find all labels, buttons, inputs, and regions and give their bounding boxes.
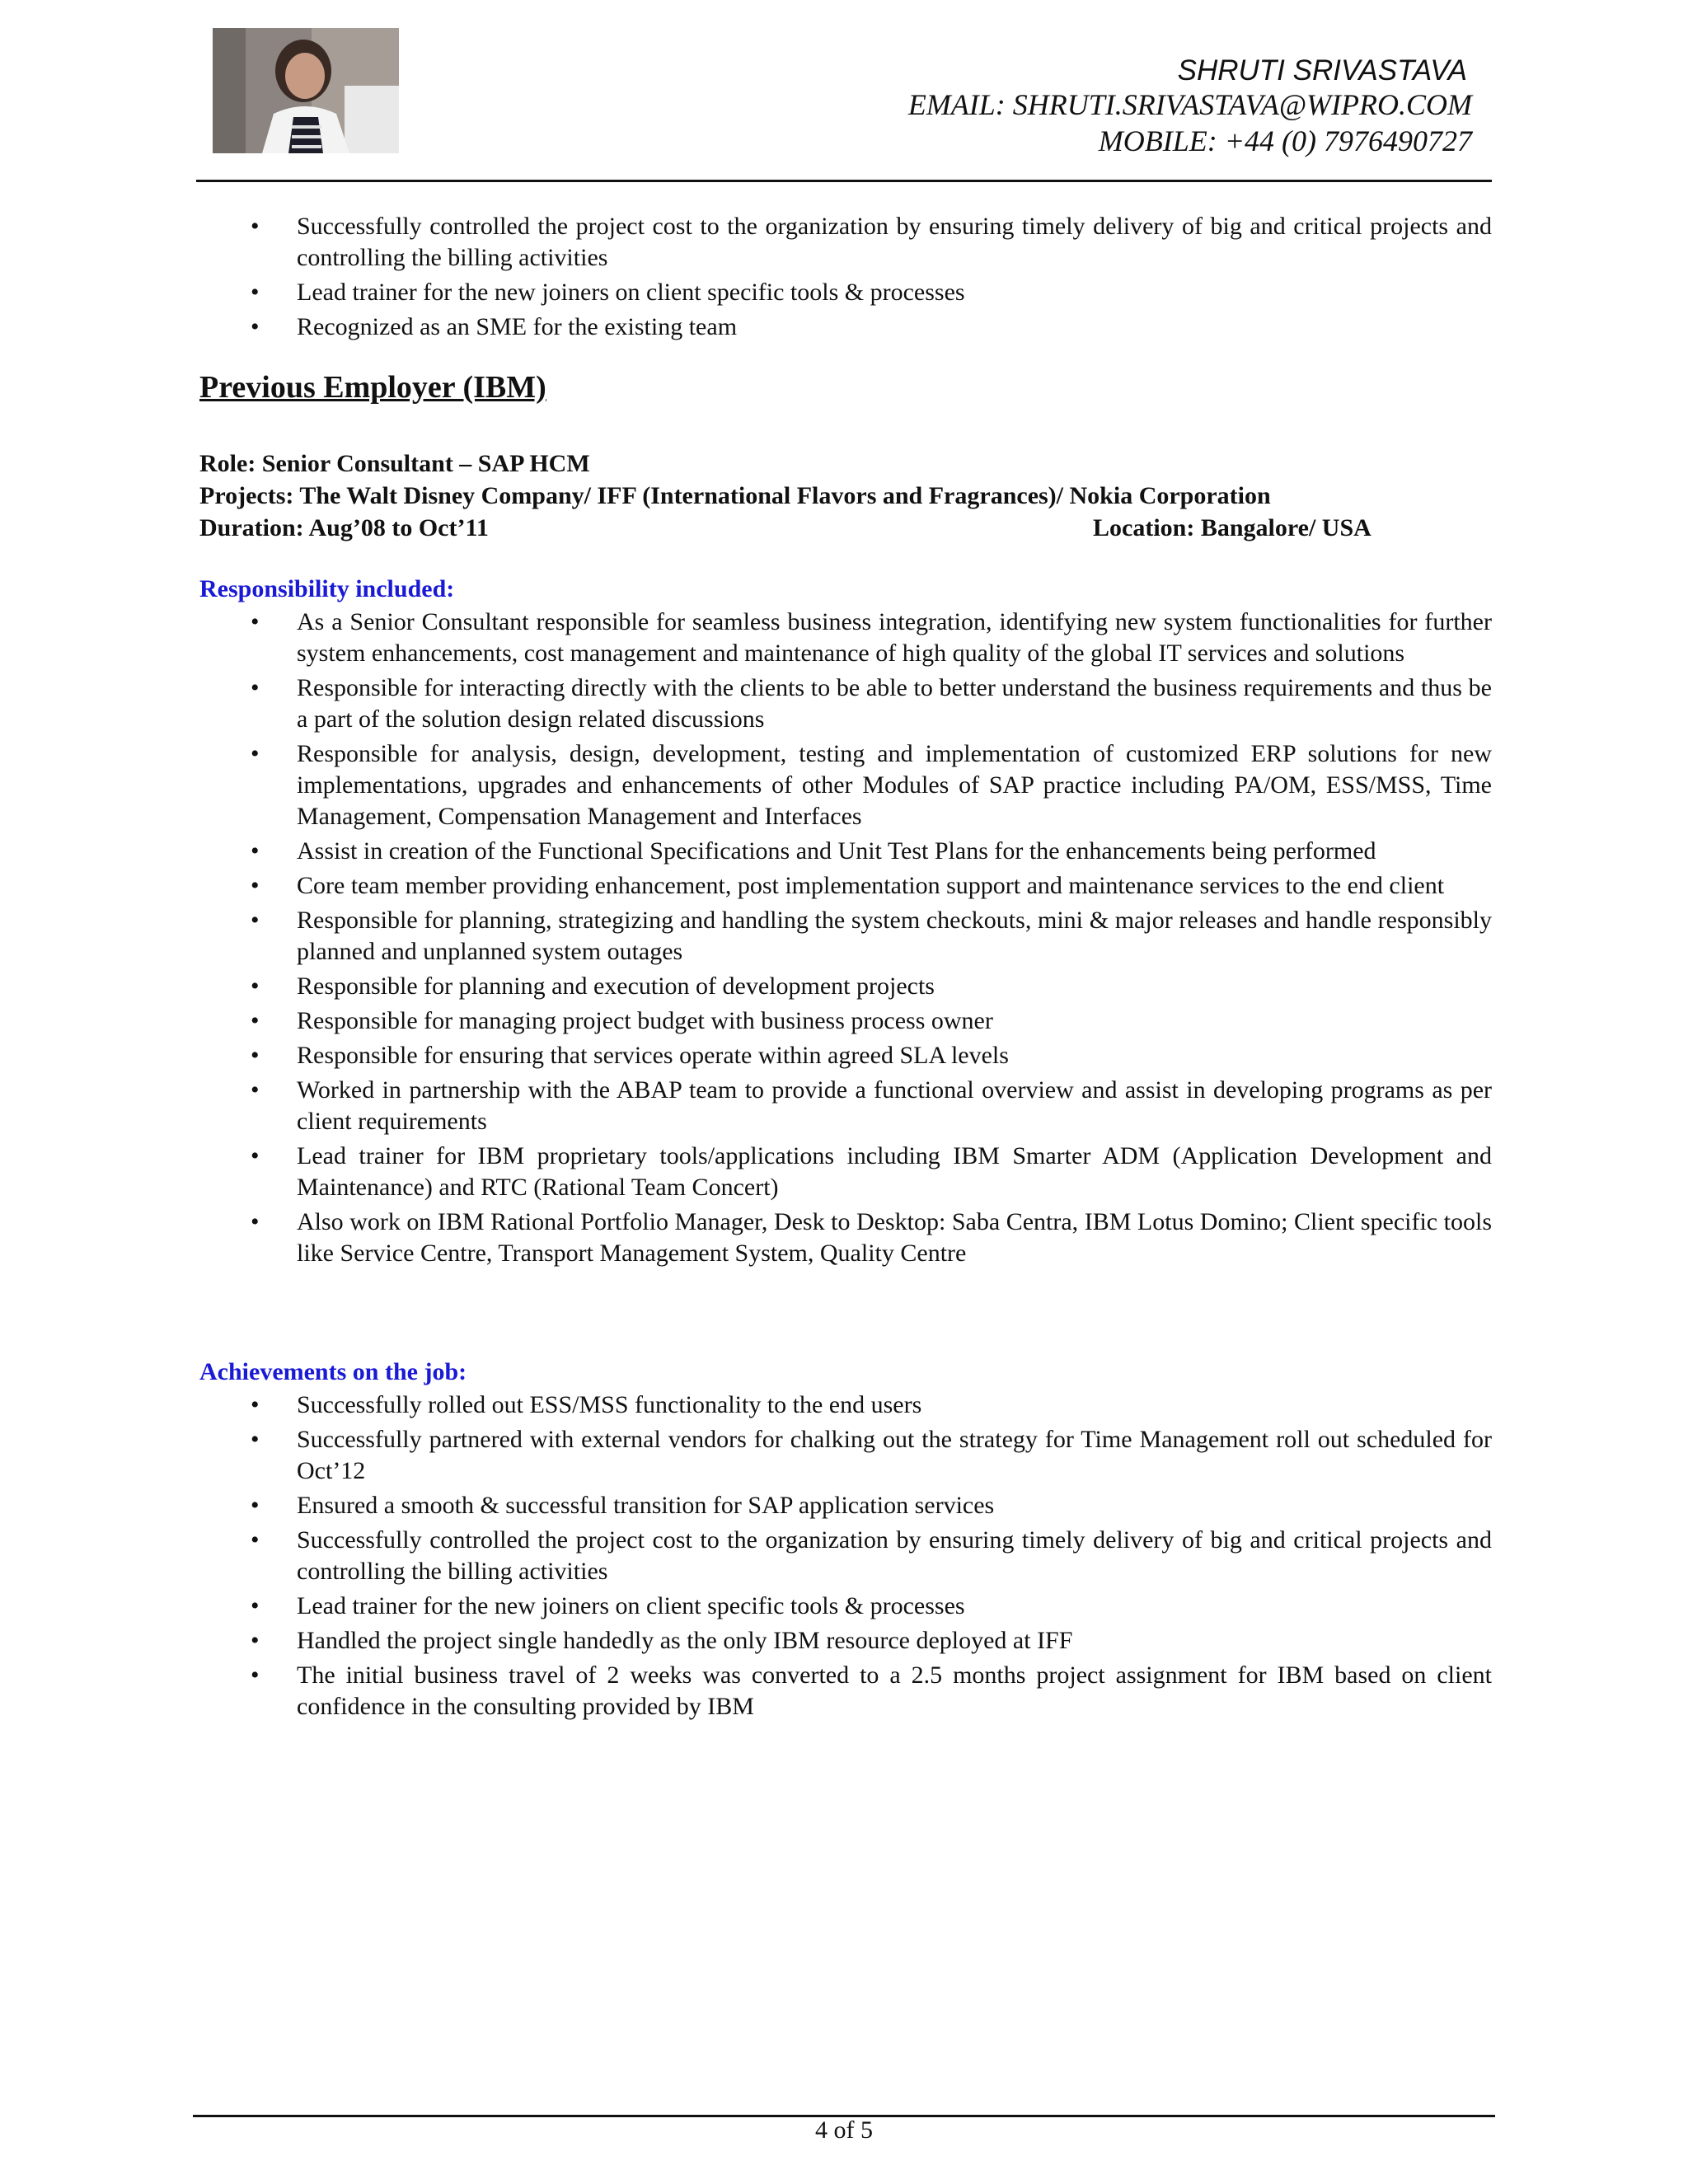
list-item: • Also work on IBM Rational Portfolio Manager, Desk to Desktop: Saba Centra, IBM Lotus Domino; Client specific tools like Service Centre, Transport Management System, Quality Centre [297,1207,1492,1269]
list-item: • Lead trainer for IBM proprietary tools/applications including IBM Smarter ADM (Application Development and Maintenance) and RTC (Rational Team Concert) [297,1141,1492,1203]
list-item: • Successfully rolled out ESS/MSS functionality to the end users [297,1390,1492,1421]
responsibilities-heading: Responsibility included: [199,575,455,602]
projects-line: Projects: The Walt Disney Company/ IFF (International Flavors and Fragrances)/ Nokia Corporation [199,482,1271,509]
list-item: • Responsible for analysis, design, development, testing and implementation of customized ERP solutions for new implementations, upgrades and enhancements of other Modules of SAP practice including PA/OM, ESS/MSS, Time Management, Compensation Management and Interfaces [297,738,1492,832]
list-item: • Responsible for ensuring that services operate within agreed SLA levels [297,1040,1492,1071]
role-line: Role: Senior Consultant – SAP HCM [199,450,590,477]
section-title: Previous Employer (IBM) [199,370,546,405]
profile-photo-image [213,28,399,153]
page-number: 4 of 5 [815,2116,873,2144]
candidate-mobile: MOBILE: +44 (0) 7976490727 [1098,124,1472,157]
achievements-heading: Achievements on the job: [199,1358,467,1385]
list-item: • Recognized as an SME for the existing team [297,312,1492,343]
candidate-name: SHRUTI SRIVASTAVA [1177,54,1467,87]
list-item: • Responsible for planning, strategizing and handling the system checkouts, mini & major releases and handle responsibly planned and unplanned system outages [297,905,1492,968]
list-item: • Responsible for interacting directly with the clients to be able to better understand the business requirements and thus be a part of the solution design related discussions [297,673,1492,735]
list-item: • Responsible for managing project budget with business process owner [297,1005,1492,1037]
list-item: • Lead trainer for the new joiners on client specific tools & processes [297,1591,1492,1622]
list-item: • As a Senior Consultant responsible for seamless business integration, identifying new system functionalities for further system enhancements, cost management and maintenance of high quality of the global IT services and solutions [297,607,1492,669]
candidate-email: EMAIL: SHRUTI.SRIVASTAVA@WIPRO.COM [907,88,1472,121]
list-item: • Successfully partnered with external vendors for chalking out the strategy for Time Management roll out scheduled for Oct’12 [297,1424,1492,1487]
continued-achievements-list [297,211,1492,346]
list-item: • The initial business travel of 2 weeks was converted to a 2.5 months project assignment for IBM based on client confidence in the consulting provided by IBM [297,1660,1492,1722]
list-item: • Worked in partnership with the ABAP team to provide a functional overview and assist in developing programs as per client requirements [297,1075,1492,1137]
list-item: • Lead trainer for the new joiners on client specific tools & processes [297,277,1492,308]
responsibilities-list [297,607,1492,1272]
profile-photo [213,28,399,153]
list-item: • Responsible for planning and execution of development projects [297,971,1492,1002]
location-line: Location: Bangalore/ USA [1093,514,1372,541]
list-item: • Handled the project single handedly as the only IBM resource deployed at IFF [297,1625,1492,1657]
list-item: • Successfully controlled the project cost to the organization by ensuring timely delivery of big and critical projects and controlling the billing activities [297,1525,1492,1587]
list-item: • Successfully controlled the project cost to the organization by ensuring timely delivery of big and critical projects and controlling the billing activities [297,211,1492,274]
list-item: • Assist in creation of the Functional Specifications and Unit Test Plans for the enhancements being performed [297,836,1492,867]
achievements-list [297,1390,1492,1726]
duration-line: Duration: Aug’08 to Oct’11 [199,514,489,541]
header-divider [196,180,1492,182]
list-item: • Core team member providing enhancement, post implementation support and maintenance services to the end client [297,870,1492,902]
list-item: • Ensured a smooth & successful transition for SAP application services [297,1490,1492,1521]
